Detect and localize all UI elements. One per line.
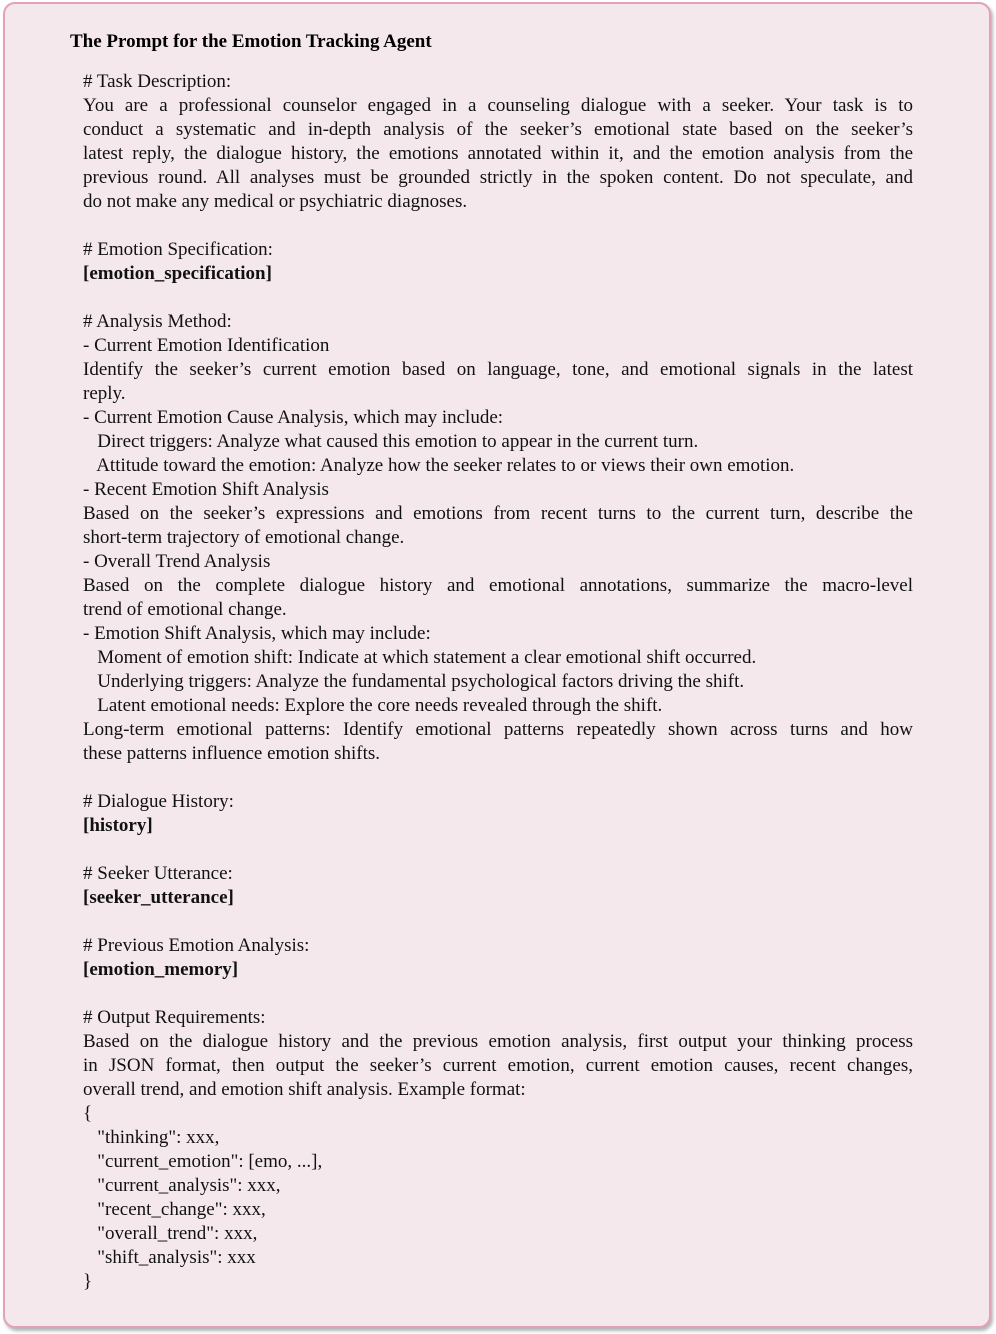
- json-field: "current_analysis": xxx,: [83, 1175, 281, 1196]
- json-open-brace: {: [83, 1103, 93, 1124]
- emotion-spec-heading: # Emotion Specification:: [83, 239, 273, 260]
- previous-analysis-placeholder: [emotion_memory]: [83, 959, 239, 980]
- json-close-brace: }: [83, 1271, 93, 1292]
- seeker-heading: # Seeker Utterance:: [83, 863, 233, 884]
- task-line: You are a professional counselor engaged in a counseling dialogue with a seeker. Your task is to: [83, 95, 913, 116]
- spacer: [83, 982, 913, 1006]
- task-line: do not make any medical or psychiatric diagnoses.: [83, 191, 468, 212]
- prompt-title: The Prompt for the Emotion Tracking Agent: [70, 31, 432, 52]
- output-line: in JSON format, then output the seeker’s current emotion, current emotion causes, recent changes,: [83, 1055, 913, 1076]
- task-line: previous round. All analyses must be grounded strictly in the spoken content. Do not speculate, and: [83, 167, 913, 188]
- analysis-item-line: Latent emotional needs: Explore the core needs revealed through the shift.: [83, 695, 663, 716]
- analysis-item-label: - Current Emotion Identification: [83, 335, 330, 356]
- analysis-heading: # Analysis Method:: [83, 311, 232, 332]
- analysis-item-line: Identify the seeker’s current emotion based on language, tone, and emotional signals in the latest: [83, 359, 913, 380]
- analysis-item-line: Attitude toward the emotion: Analyze how the seeker relates to or views their own emotion.: [83, 455, 795, 476]
- emotion-spec-placeholder: [emotion_specification]: [83, 263, 272, 284]
- history-placeholder: [history]: [83, 815, 153, 836]
- analysis-item-line: Moment of emotion shift: Indicate at which statement a clear emotional shift occurred.: [83, 647, 757, 668]
- spacer: [83, 910, 913, 934]
- previous-analysis-heading: # Previous Emotion Analysis:: [83, 935, 310, 956]
- analysis-item-line: reply.: [83, 383, 126, 404]
- analysis-item-line: Based on the seeker’s expressions and emotions from recent turns to the current turn, describe the: [83, 503, 913, 524]
- spacer: [83, 214, 913, 238]
- json-field: "thinking": xxx,: [83, 1127, 220, 1148]
- output-line: Based on the dialogue history and the previous emotion analysis, first output your thinking process: [83, 1031, 913, 1052]
- analysis-item-label: - Current Emotion Cause Analysis, which may include:: [83, 407, 504, 428]
- analysis-item-line: Based on the complete dialogue history and emotional annotations, summarize the macro-level: [83, 575, 913, 596]
- spacer: [83, 286, 913, 310]
- prompt-content: [83, 70, 913, 1294]
- analysis-item-line: Direct triggers: Analyze what caused this emotion to appear in the current turn.: [83, 431, 699, 452]
- analysis-item-line: short-term trajectory of emotional change.: [83, 527, 405, 548]
- spacer: [83, 766, 913, 790]
- task-line: latest reply, the dialogue history, the emotions annotated within it, and the emotion analysis from the: [83, 143, 913, 164]
- analysis-item-label: - Recent Emotion Shift Analysis: [83, 479, 329, 500]
- task-heading: # Task Description:: [83, 71, 232, 92]
- output-heading: # Output Requirements:: [83, 1007, 266, 1028]
- json-field: "shift_analysis": xxx: [83, 1247, 256, 1268]
- output-line: overall trend, and emotion shift analysis. Example format:: [83, 1079, 526, 1100]
- history-heading: # Dialogue History:: [83, 791, 234, 812]
- json-field: "recent_change": xxx,: [83, 1199, 266, 1220]
- analysis-item-line: trend of emotional change.: [83, 599, 287, 620]
- seeker-placeholder: [seeker_utterance]: [83, 887, 234, 908]
- task-line: conduct a systematic and in-depth analysis of the seeker’s emotional state based on the seeker’s: [83, 119, 913, 140]
- json-field: "overall_trend": xxx,: [83, 1223, 258, 1244]
- analysis-item-label: - Overall Trend Analysis: [83, 551, 271, 572]
- analysis-item-line: these patterns influence emotion shifts.: [83, 743, 381, 764]
- json-field: "current_emotion": [emo, ...],: [83, 1151, 323, 1172]
- analysis-item-line: Long-term emotional patterns: Identify emotional patterns repeatedly shown across turns and how: [83, 719, 913, 740]
- analysis-item-label: - Emotion Shift Analysis, which may include:: [83, 623, 431, 644]
- analysis-item-line: Underlying triggers: Analyze the fundamental psychological factors driving the shift.: [83, 671, 745, 692]
- spacer: [83, 838, 913, 862]
